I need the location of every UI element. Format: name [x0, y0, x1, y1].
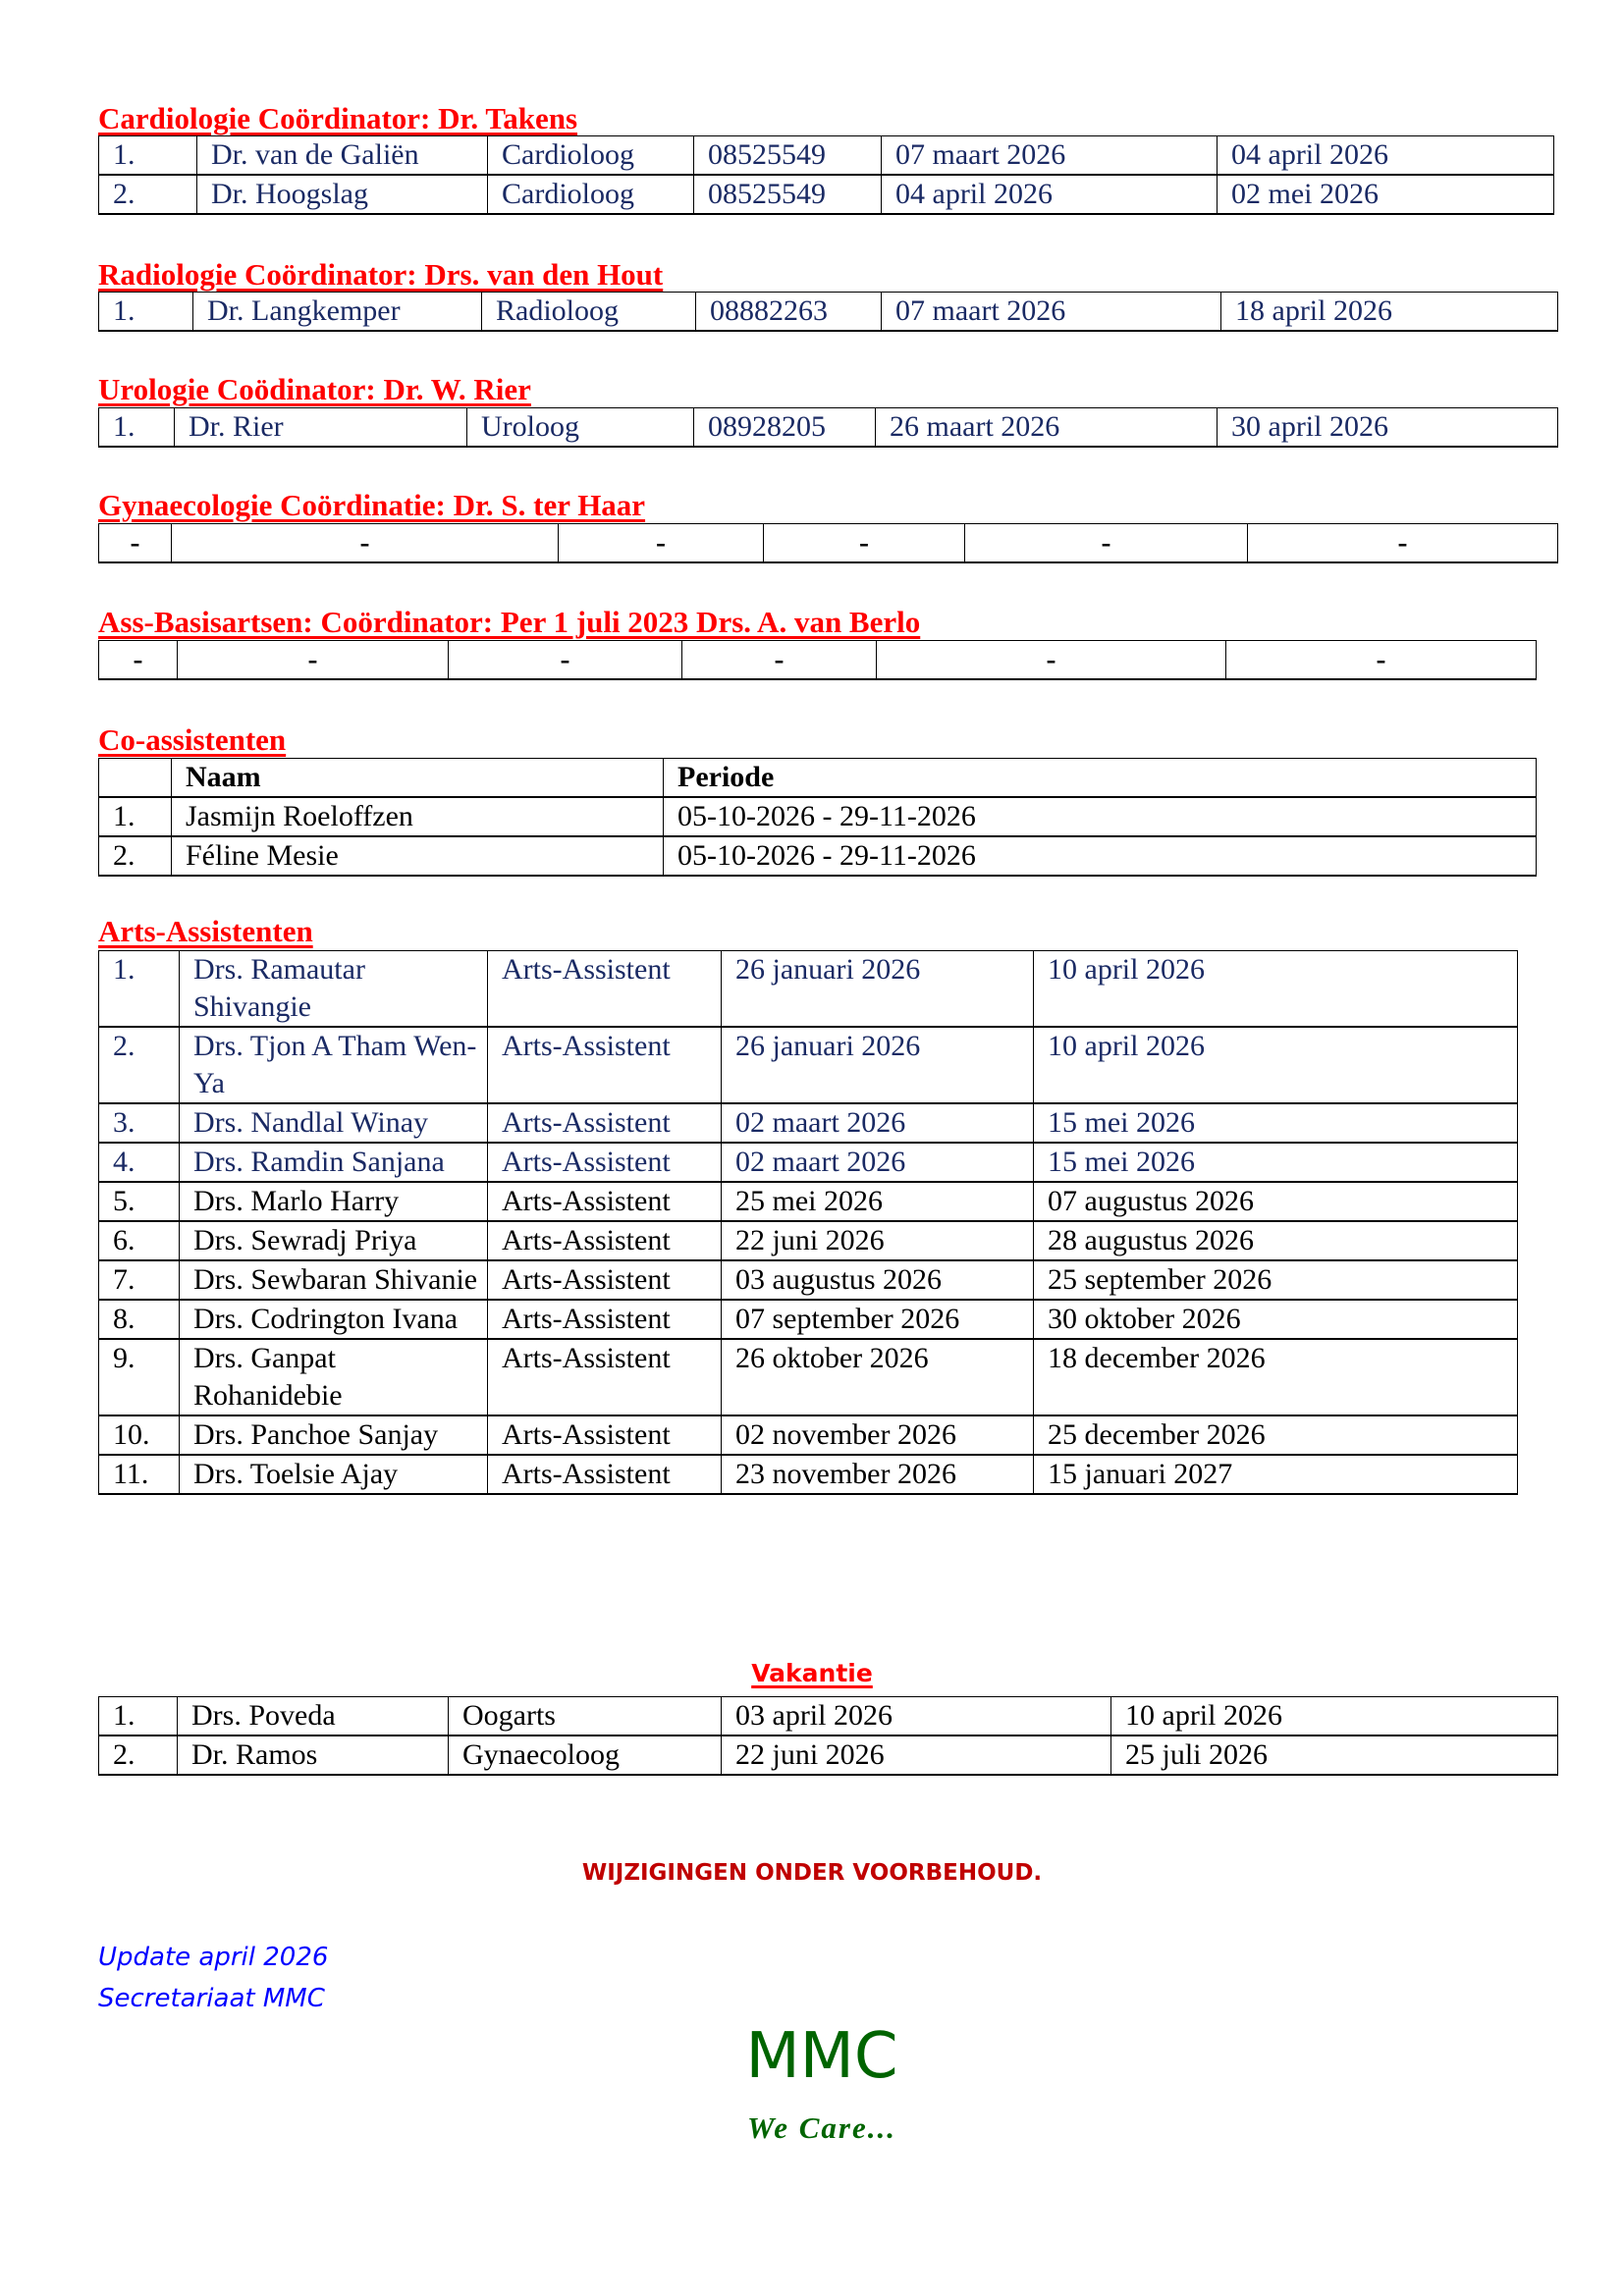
- start-date: 26 oktober 2026: [722, 1339, 1034, 1415]
- table-row: [99, 1415, 1518, 1455]
- row-number: 1.: [99, 1697, 178, 1736]
- gynaecology-heading: Gynaecologie Coördinatie: Dr. S. ter Haar: [98, 488, 646, 522]
- table-row: [99, 836, 1537, 876]
- start-date: 07 september 2026: [722, 1300, 1034, 1339]
- empty-cell: -: [559, 524, 764, 563]
- end-date: 30 april 2026: [1218, 408, 1558, 448]
- table-row: [99, 136, 1554, 176]
- doctor-name: Dr. Langkemper: [193, 293, 482, 332]
- end-date: 15 januari 2027: [1034, 1455, 1518, 1494]
- row-number: 4.: [99, 1143, 180, 1182]
- end-date: 30 oktober 2026: [1034, 1300, 1518, 1339]
- start-date: 26 maart 2026: [876, 408, 1218, 448]
- row-number: 3.: [99, 1103, 180, 1143]
- start-date: 03 augustus 2026: [722, 1260, 1034, 1300]
- end-date: 25 december 2026: [1034, 1415, 1518, 1455]
- table-row: [99, 951, 1518, 1028]
- start-date: 07 maart 2026: [882, 293, 1221, 332]
- start-date: 02 november 2026: [722, 1415, 1034, 1455]
- column-header-number: [99, 759, 172, 798]
- doctor-name: Drs. Ramautar Shivangie: [180, 951, 488, 1028]
- table-row: [99, 175, 1554, 214]
- table-row: [99, 1735, 1558, 1775]
- row-number: 2.: [99, 1735, 178, 1775]
- role: Arts-Assistent: [488, 951, 722, 1028]
- specialty: Cardioloog: [488, 136, 694, 176]
- cardiology-table: [98, 135, 1554, 215]
- doctor-name: Drs. Sewbaran Shivanie: [180, 1260, 488, 1300]
- role: Arts-Assistent: [488, 1260, 722, 1300]
- row-number: 1.: [99, 293, 193, 332]
- doctor-name: Drs. Marlo Harry: [180, 1182, 488, 1221]
- phone-number: 08525549: [694, 175, 882, 214]
- table-row: [99, 1103, 1518, 1143]
- end-date: 07 augustus 2026: [1034, 1182, 1518, 1221]
- column-header-name: Naam: [172, 759, 664, 798]
- end-date: 28 augustus 2026: [1034, 1221, 1518, 1260]
- basisartsen-heading: Ass-Basisartsen: Coördinator: Per 1 juli 2023 Drs. A. van Berlo: [98, 605, 921, 639]
- end-date: 02 mei 2026: [1218, 175, 1554, 214]
- start-date: 23 november 2026: [722, 1455, 1034, 1494]
- table-row: [99, 1260, 1518, 1300]
- doctor-name: Drs. Panchoe Sanjay: [180, 1415, 488, 1455]
- role: Arts-Assistent: [488, 1182, 722, 1221]
- row-number: 1.: [99, 951, 180, 1028]
- role: Arts-Assistent: [488, 1455, 722, 1494]
- start-date: 03 april 2026: [722, 1697, 1111, 1736]
- row-number: 1.: [99, 408, 175, 448]
- doctor-name: Dr. Hoogslag: [197, 175, 488, 214]
- radiology-heading: Radiologie Coördinator: Drs. van den Hout: [98, 257, 664, 292]
- doctor-name: Drs. Codrington Ivana: [180, 1300, 488, 1339]
- artsassistenten-table: [98, 950, 1518, 1495]
- empty-cell: -: [99, 641, 178, 680]
- end-date: 04 april 2026: [1218, 136, 1554, 176]
- period: 05-10-2026 - 29-11-2026: [664, 797, 1537, 836]
- cardiology-heading: Cardiologie Coördinator: Dr. Takens: [98, 101, 578, 135]
- student-name: Jasmijn Roeloffzen: [172, 797, 664, 836]
- table-row: [99, 1339, 1518, 1415]
- table-row: [99, 1455, 1518, 1494]
- doctor-name: Drs. Sewradj Priya: [180, 1221, 488, 1260]
- start-date: 25 mei 2026: [722, 1182, 1034, 1221]
- table-row: [99, 1182, 1518, 1221]
- empty-cell: -: [877, 641, 1226, 680]
- role: Arts-Assistent: [488, 1339, 722, 1415]
- table-row: [99, 408, 1558, 448]
- table-row: [99, 641, 1537, 680]
- start-date: 26 januari 2026: [722, 1027, 1034, 1103]
- role: Arts-Assistent: [488, 1221, 722, 1260]
- empty-cell: -: [682, 641, 877, 680]
- gynaecology-table: [98, 523, 1558, 563]
- table-row: [99, 797, 1537, 836]
- role: Arts-Assistent: [488, 1143, 722, 1182]
- row-number: 10.: [99, 1415, 180, 1455]
- radiology-table: [98, 292, 1558, 332]
- end-date: 25 juli 2026: [1111, 1735, 1558, 1775]
- coassistenten-table: [98, 758, 1537, 877]
- start-date: 02 maart 2026: [722, 1103, 1034, 1143]
- specialty: Uroloog: [467, 408, 694, 448]
- row-number: 5.: [99, 1182, 180, 1221]
- doctor-name: Drs. Ramdin Sanjana: [180, 1143, 488, 1182]
- empty-cell: -: [178, 641, 449, 680]
- specialty: Oogarts: [449, 1697, 722, 1736]
- phone-number: 08928205: [694, 408, 876, 448]
- empty-cell: -: [965, 524, 1248, 563]
- end-date: 18 april 2026: [1221, 293, 1558, 332]
- specialty: Cardioloog: [488, 175, 694, 214]
- period: 05-10-2026 - 29-11-2026: [664, 836, 1537, 876]
- table-row: [99, 1143, 1518, 1182]
- end-date: 25 september 2026: [1034, 1260, 1518, 1300]
- empty-cell: -: [449, 641, 682, 680]
- table-row: [99, 1300, 1518, 1339]
- vakantie-table: [98, 1696, 1558, 1776]
- specialty: Gynaecoloog: [449, 1735, 722, 1775]
- empty-cell: -: [764, 524, 965, 563]
- slogan: We Care...: [746, 2110, 897, 2145]
- doctor-name: Drs. Nandlal Winay: [180, 1103, 488, 1143]
- end-date: 15 mei 2026: [1034, 1103, 1518, 1143]
- urology-table: [98, 407, 1558, 448]
- start-date: 04 april 2026: [882, 175, 1218, 214]
- table-row: [99, 524, 1558, 563]
- table-row: [99, 1221, 1518, 1260]
- doctor-name: Drs. Poveda: [178, 1697, 449, 1736]
- changes-notice: WIJZIGINGEN ONDER VOORBEHOUD.: [581, 1860, 1043, 1886]
- row-number: 7.: [99, 1260, 180, 1300]
- vakantie-heading-wrap: [0, 1659, 1624, 1687]
- row-number: 8.: [99, 1300, 180, 1339]
- row-number: 2.: [99, 836, 172, 876]
- specialty: Radioloog: [482, 293, 696, 332]
- empty-cell: -: [1226, 641, 1537, 680]
- artsassistenten-heading: Arts-Assistenten: [98, 914, 313, 948]
- mmc-logo: MMC: [745, 2020, 898, 2093]
- table-row: [99, 293, 1558, 332]
- coassistenten-heading: Co-assistenten: [98, 722, 287, 757]
- doctor-name: Drs. Ganpat Rohanidebie: [180, 1339, 488, 1415]
- end-date: 10 april 2026: [1034, 1027, 1518, 1103]
- basisartsen-table: [98, 640, 1537, 680]
- row-number: 2.: [99, 1027, 180, 1103]
- start-date: 26 januari 2026: [722, 951, 1034, 1028]
- end-date: 15 mei 2026: [1034, 1143, 1518, 1182]
- phone-number: 08882263: [696, 293, 882, 332]
- doctor-name: Drs. Toelsie Ajay: [180, 1455, 488, 1494]
- secretariat-label: Secretariaat MMC: [98, 1984, 325, 2013]
- doctor-name: Drs. Tjon A Tham Wen-Ya: [180, 1027, 488, 1103]
- student-name: Féline Mesie: [172, 836, 664, 876]
- role: Arts-Assistent: [488, 1415, 722, 1455]
- row-number: 9.: [99, 1339, 180, 1415]
- role: Arts-Assistent: [488, 1103, 722, 1143]
- doctor-name: Dr. van de Galiën: [197, 136, 488, 176]
- start-date: 22 juni 2026: [722, 1221, 1034, 1260]
- doctor-name: Dr. Ramos: [178, 1735, 449, 1775]
- role: Arts-Assistent: [488, 1027, 722, 1103]
- row-number: 11.: [99, 1455, 180, 1494]
- row-number: 1.: [99, 797, 172, 836]
- urology-heading: Urologie Coödinator: Dr. W. Rier: [98, 372, 531, 406]
- table-row: [99, 1697, 1558, 1736]
- phone-number: 08525549: [694, 136, 882, 176]
- doctor-name: Dr. Rier: [175, 408, 467, 448]
- column-header-period: Periode: [664, 759, 1537, 798]
- role: Arts-Assistent: [488, 1300, 722, 1339]
- empty-cell: -: [99, 524, 172, 563]
- empty-cell: -: [1248, 524, 1558, 563]
- table-row: [99, 1027, 1518, 1103]
- table-header-row: [99, 759, 1537, 798]
- update-date: Update april 2026: [98, 1943, 329, 1972]
- empty-cell: -: [172, 524, 559, 563]
- row-number: 2.: [99, 175, 197, 214]
- start-date: 02 maart 2026: [722, 1143, 1034, 1182]
- start-date: 22 juni 2026: [722, 1735, 1111, 1775]
- vakantie-heading: Vakantie: [751, 1659, 873, 1687]
- row-number: 6.: [99, 1221, 180, 1260]
- row-number: 1.: [99, 136, 197, 176]
- end-date: 10 april 2026: [1111, 1697, 1558, 1736]
- start-date: 07 maart 2026: [882, 136, 1218, 176]
- end-date: 18 december 2026: [1034, 1339, 1518, 1415]
- end-date: 10 april 2026: [1034, 951, 1518, 1028]
